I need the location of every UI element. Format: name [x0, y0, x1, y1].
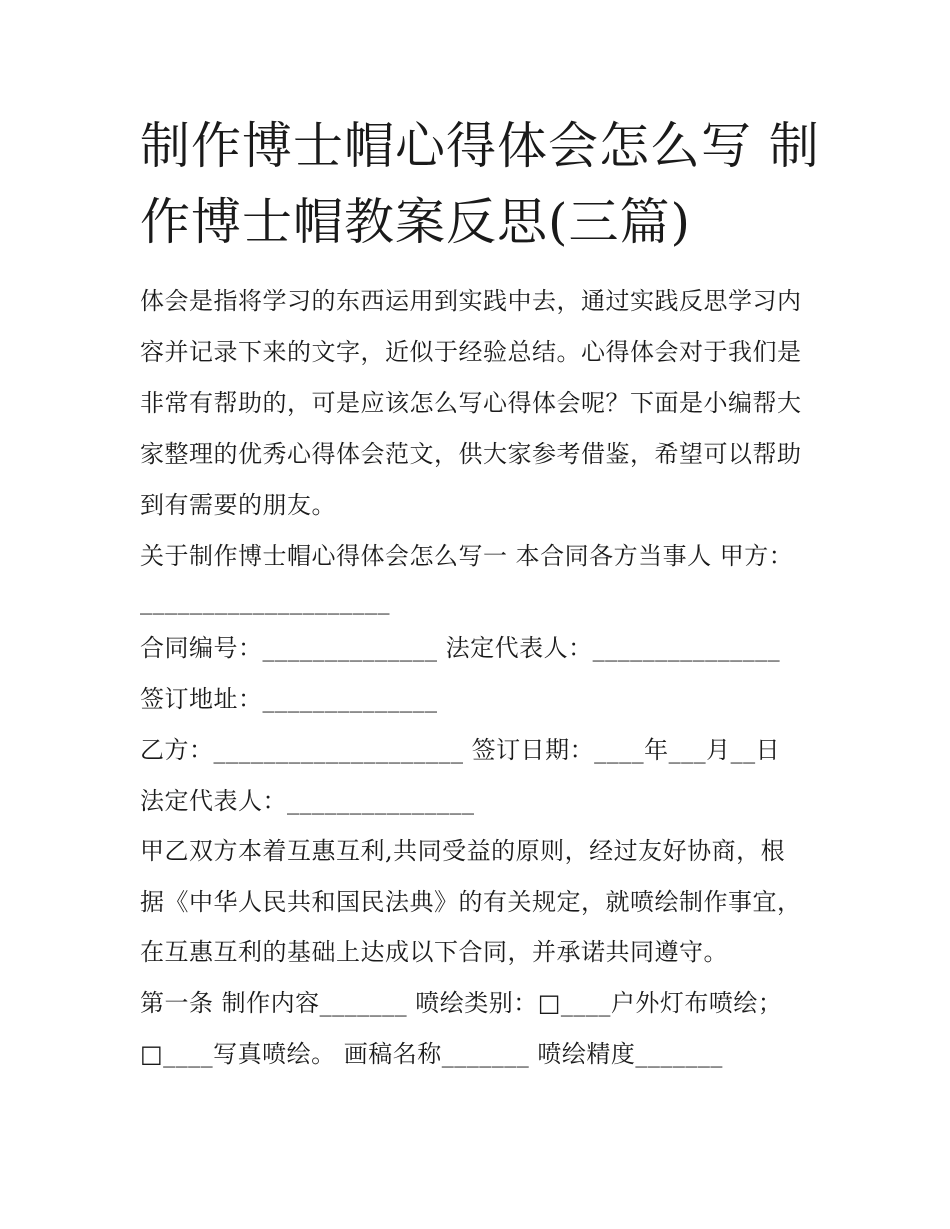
legal-rep-line: 法定代表人：_______________ — [140, 787, 475, 815]
article-line-1: 第一条 制作内容_______ 喷绘类别：□____户外灯布喷绘； — [140, 989, 783, 1017]
party-a-blank: ____________________ — [140, 587, 390, 615]
party-b-line: 乙方：____________________ 签订日期：____年___月__日 — [140, 736, 781, 764]
intro-line-3: 非常有帮助的，可是应该怎么写心得体会呢？下面是小编帮大 — [140, 389, 802, 417]
section-heading: 关于制作博士帽心得体会怎么写一 本合同各方当事人 甲方： — [140, 542, 794, 570]
title-line-1: 制作博士帽心得体会怎么写 制 — [140, 117, 820, 175]
body-line-2: 据《中华人民共和国民法典》的有关规定，就喷绘制作事宜， — [140, 888, 802, 916]
contract-no-line: 合同编号：______________ 法定代表人：_______________ — [140, 634, 781, 662]
intro-line-5: 到有需要的朋友。 — [140, 491, 336, 519]
sign-place-line: 签订地址：______________ — [140, 685, 438, 713]
document-title — [140, 108, 820, 260]
title-line-2: 作博士帽教案反思(三篇) — [140, 193, 692, 251]
body-line-1: 甲乙双方本着互惠互利,共同受益的原则，经过友好协商，根 — [140, 837, 786, 865]
intro-line-4: 家整理的优秀心得体会范文，供大家参考借鉴，希望可以帮助 — [140, 440, 802, 468]
article-line-2: □____写真喷绘。 画稿名称_______ 喷绘精度_______ — [140, 1040, 723, 1068]
intro-line-1: 体会是指将学习的东西运用到实践中去，通过实践反思学习内 — [140, 287, 802, 315]
intro-line-2: 容并记录下来的文字，近似于经验总结。心得体会对于我们是 — [140, 338, 802, 366]
body-line-3: 在互惠互利的基础上达成以下合同，并承诺共同遵守。 — [140, 938, 728, 966]
